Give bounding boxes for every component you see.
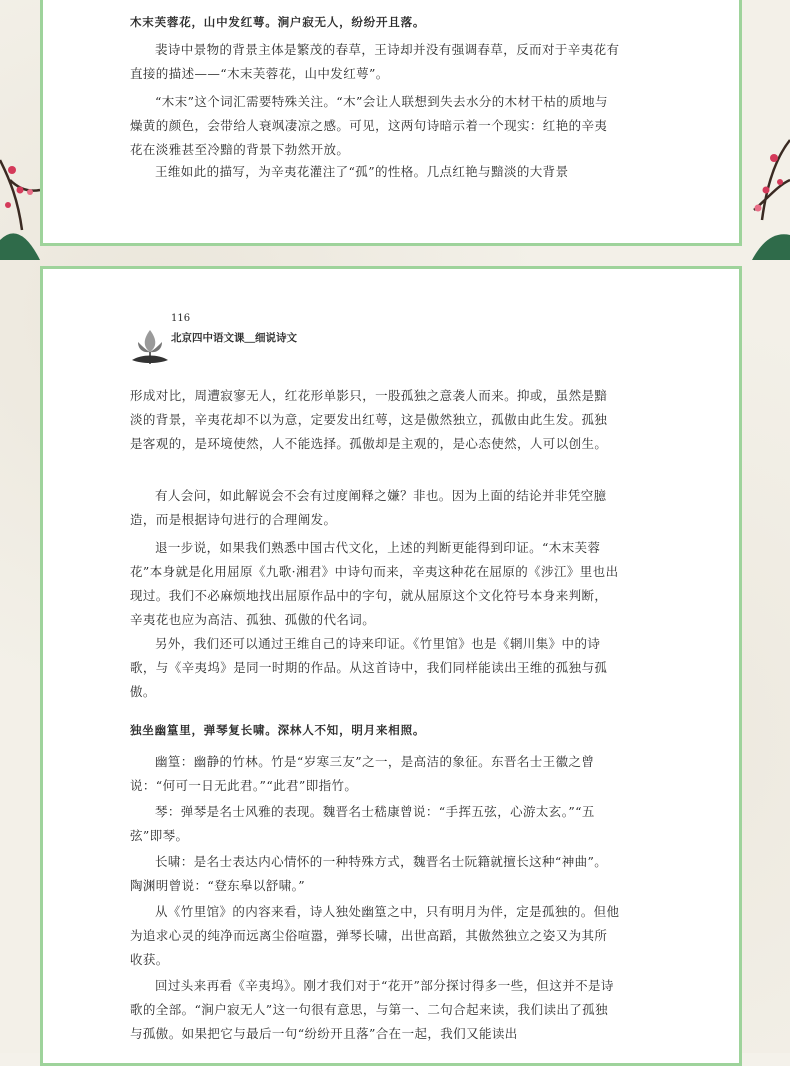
plum-branch-left-decoration	[0, 120, 44, 260]
paragraph: 形成对比，周遭寂寥无人，红花形单影只，一股孤独之意袭人而来。抑或，虽然是黯淡的背景，辛夷花却不以为意，定要发出红萼，这是傲然独立，孤傲由此生发。孤独是客观的，是环境使然，人不能选择。孤傲却是主观的，是心态使然，人可以创生。	[130, 388, 608, 451]
paragraph: 王维如此的描写，为辛夷花灌注了“孤”的性格。几点红艳与黯淡的大背景	[155, 164, 569, 179]
paragraph: 另外，我们还可以通过王维自己的诗来印证。《竹里馆》也是《辋川集》中的诗歌，与《辛夷坞》是同一时期的作品。从这首诗中，我们同样能读出王维的孤独与孤傲。	[130, 636, 608, 699]
paragraph: 有人会问，如此解说会不会有过度阐释之嫌？非也。因为上面的结论并非凭空臆造，而是根据诗句进行的合理阐发。	[130, 488, 607, 527]
paragraph: “木末”这个词汇需要特殊关注。“木”会让人联想到失去水分的木材干枯的质地与燥黄的颜色，会带给人衰飒凄凉之感。可见，这两句诗暗示着一个现实：红艳的辛夷花在淡雅甚至冷黯的背景下勃然开放。	[130, 94, 608, 157]
annotation-qin: 琴：弹琴是名士风雅的表现。魏晋名士嵇康曾说：“手挥五弦，心游太玄。”“五弦”即琴。	[130, 804, 595, 843]
paragraph: 从《竹里馆》的内容来看，诗人独处幽篁之中，只有明月为伴，定是孤独的。但他为追求心灵的纯净而远离尘俗喧嚣，弹琴长啸，出世高蹈，其傲然独立之姿又为其所收获。	[130, 904, 620, 967]
page-number: 116	[171, 313, 191, 324]
poem-line-zhuliguan: 独坐幽篁里，弹琴复长啸。深林人不知，明月来相照。	[130, 723, 426, 737]
paragraph: 裴诗中景物的背景主体是繁茂的春草，王诗却并没有强调春草，反而对于辛夷花有直接的描述——“木末芙蓉花，山中发红萼”。	[130, 42, 620, 81]
book-header-title: 北京四中语文课＿细说诗文	[171, 332, 297, 344]
poem-line-xinyi: 木末芙蓉花，山中发红萼。涧户寂无人，纷纷开且落。	[130, 15, 426, 29]
lotus-ink-illustration	[130, 320, 170, 368]
annotation-changxiao: 长啸：是名士表达内心情怀的一种特殊方式，魏晋名士阮籍就擅长这种“神曲”。陶渊明曾说：“登东皋以舒啸。”	[130, 854, 608, 893]
paragraph: 回过头来再看《辛夷坞》。刚才我们对于“花开”部分探讨得多一些，但这并不是诗歌的全部。“涧户寂无人”这一句很有意思，与第一、二句合起来读，我们读出了孤独与孤傲。如果把它与最后一句“纷纷开且落”合在一起，我们又能读出	[130, 978, 614, 1041]
plum-branch-right-decoration	[744, 120, 790, 260]
annotation-youhuang: 幽篁：幽静的竹林。竹是“岁寒三友”之一，是高洁的象征。东晋名士王徽之曾说：“何可一日无此君。”“此君”即指竹。	[130, 754, 595, 793]
paragraph: 退一步说，如果我们熟悉中国古代文化，上述的判断更能得到印证。“木末芙蓉花”本身就是化用屈原《九歌·湘君》中诗句而来，辛夷这种花在屈原的《涉江》里也出现过。我们不必麻烦地找出屈原作品中的字句，就从屈原这个文化符号本身来判断，辛夷花也应为高洁、孤独、孤傲的代名词。	[130, 540, 619, 627]
